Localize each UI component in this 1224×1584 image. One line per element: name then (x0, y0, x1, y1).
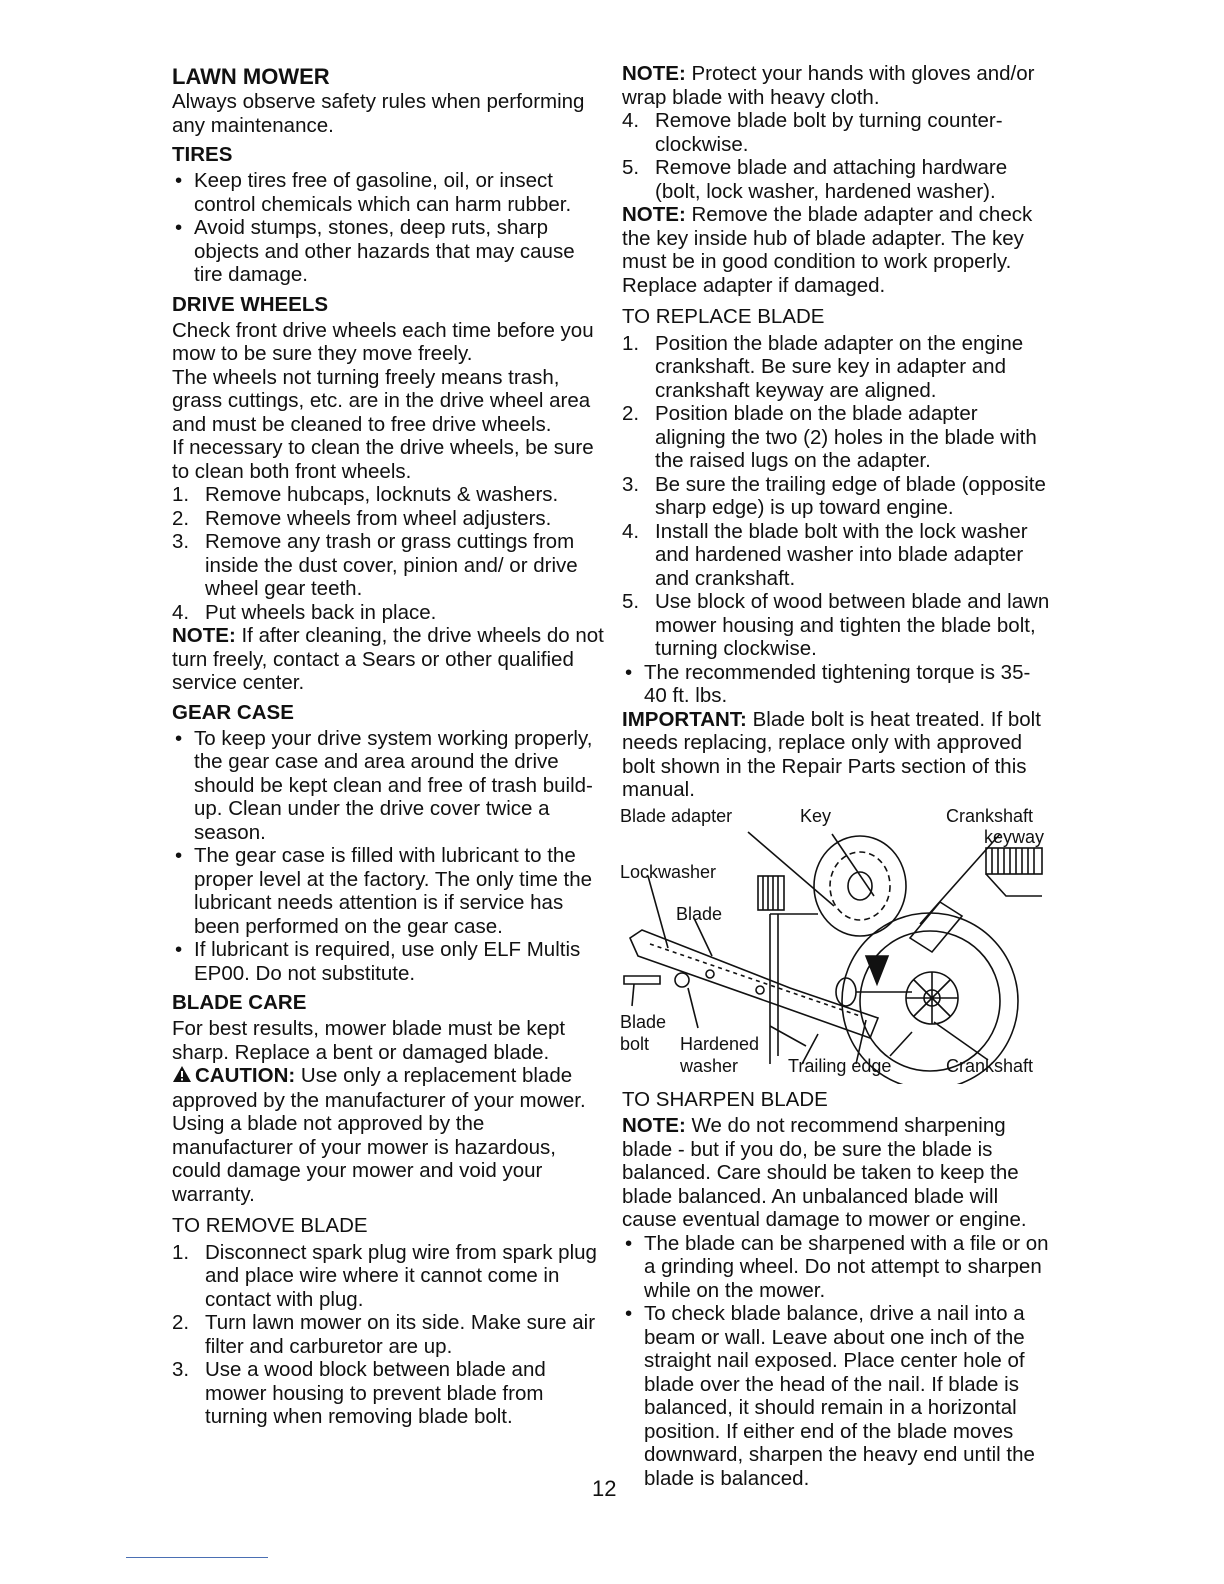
intro-text: Always observe safety rules when performing any maintenance. (172, 90, 585, 137)
label-key: Key (800, 805, 832, 826)
drive-wheels-note: NOTE: If after cleaning, the drive wheels do not turn freely, contact a Sears or other qualified service center. (172, 624, 604, 694)
list-item: • The recommended tightening torque is 35-40 ft. lbs. (622, 661, 1050, 708)
list-item: • The blade can be sharpened with a file or on a grinding wheel. Do not attempt to sharpen while on the mower. (622, 1232, 1050, 1303)
heading-blade-care: BLADE CARE (172, 991, 307, 1014)
label-crankshaft-keyway-1: Crankshaft (946, 805, 1034, 826)
note-sharpen: NOTE: We do not recommend sharpening blade - but if you do, be sure the blade is balanced. Care should be taken to keep the blade balanced. An unbalanced blade will cause eventual damage to mower or engine. (622, 1114, 1027, 1231)
list-item: 1. Remove hubcaps, locknuts & washers. (172, 483, 559, 506)
drive-wheels-p3: If necessary to clean the drive wheels, be sure to clean both front wheels. (172, 436, 594, 483)
label-blade-bolt-2: bolt (620, 1033, 650, 1054)
list-item: 5. Remove blade and attaching hardware (bolt, lock washer, hardened washer). (622, 156, 1008, 203)
drive-wheels-p2: The wheels not turning freely means trash, grass cuttings, etc. are in the drive wheel area and must be cleaned to free drive wheels. (172, 365, 591, 436)
label-crankshaft: Crankshaft (946, 1055, 1034, 1076)
list-item: 3. Use a wood block between blade and mower housing to prevent blade from turning when removing blade bolt. (172, 1358, 546, 1428)
footer-divider (126, 1557, 268, 1558)
label-lockwasher: Lockwasher (620, 861, 717, 882)
label-trailing-edge: Trailing edge (788, 1055, 892, 1076)
right-column (622, 62, 1050, 1490)
label-hardened-washer-1: Hardened (680, 1033, 760, 1054)
label-blade-adapter: Blade adapter (620, 805, 733, 826)
torque-list (622, 661, 1050, 708)
left-column (172, 62, 604, 1429)
remove-blade-steps-cont (622, 109, 1050, 203)
note-gloves: NOTE: Protect your hands with gloves and/or wrap blade with heavy cloth. (622, 62, 1035, 109)
label-blade: Blade (676, 903, 723, 924)
list-item: • If lubricant is required, use only ELF Multis EP00. Do not substitute. (172, 938, 604, 985)
important-text: IMPORTANT: Blade bolt is heat treated. If bolt needs replacing, replace only with approved bolt shown in the Repair Parts section of this manual. (622, 707, 1041, 801)
list-item: 5. Use block of wood between blade and lawn mower housing and tighten the blade bolt, turning clockwise. (622, 590, 1050, 660)
list-item: 3. Remove any trash or grass cuttings from inside the dust cover, pinion and/ or drive wheel gear teeth. (172, 530, 578, 600)
list-item: • To keep your drive system working properly, the gear case and area around the drive should be kept clean and free of trash build-up. Clean under the drive cover twice a season. (172, 727, 604, 845)
list-item: • Keep tires free of gasoline, oil, or insect control chemicals which can harm rubber. (172, 169, 604, 216)
list-item: • Avoid stumps, stones, deep ruts, sharp objects and other hazards that may cause tire damage. (172, 216, 604, 287)
list-item: 4. Remove blade bolt by turning counter-clockwise. (622, 109, 1003, 156)
page-number: 12 (592, 1476, 617, 1501)
list-item: 2. Position blade on the blade adapter aligning the two (2) holes in the blade with the raised lugs on the adapter. (622, 402, 1037, 472)
heading-remove-blade: TO REMOVE BLADE (172, 1214, 368, 1237)
blade-assembly-diagram (620, 806, 1050, 1084)
gear-case-list (172, 727, 604, 986)
tires-list (172, 169, 604, 287)
label-blade-bolt-1: Blade (620, 1011, 667, 1032)
heading-sharpen-blade: TO SHARPEN BLADE (622, 1087, 828, 1111)
label-hardened-washer-2: washer (680, 1055, 739, 1076)
heading-tires: TIRES (172, 143, 233, 166)
list-item: • The gear case is filled with lubricant to the proper level at the factory. The only time the lubricant needs attention is if service has been performed on the gear case. (172, 844, 604, 938)
list-item: 2. Turn lawn mower on its side. Make sure air filter and carburetor are up. (172, 1311, 596, 1358)
note-blade-adapter: NOTE: Remove the blade adapter and check the key inside hub of blade adapter. The key must be in good condition to work properly. Replace adapter if damaged. (622, 203, 1033, 297)
replace-blade-steps (622, 332, 1050, 661)
sharpen-list (622, 1232, 1050, 1491)
section-title-lawn-mower: LAWN MOWER (172, 64, 330, 89)
drive-wheels-p1: Check front drive wheels each time before you mow to be sure they move freely. (172, 318, 594, 365)
heading-drive-wheels: DRIVE WHEELS (172, 292, 329, 316)
drive-wheels-steps (172, 483, 604, 624)
list-item: 3. Be sure the trailing edge of blade (opposite sharp edge) is up toward engine. (622, 472, 1046, 519)
remove-blade-steps (172, 1241, 604, 1429)
list-item: 4. Put wheels back in place. (172, 600, 437, 624)
list-item: 1. Disconnect spark plug wire from spark plug and place wire where it cannot come in contact with plug. (172, 1240, 597, 1311)
warning-triangle-icon (172, 1065, 192, 1089)
list-item: 2. Remove wheels from wheel adjusters. (172, 506, 552, 530)
list-item: • To check blade balance, drive a nail into a beam or wall. Leave about one inch of the straight nail exposed. Place center hole of blade over the head of the nail. If blade is balanced, it should remain in a horizontal position. If either end of the blade moves downward, sharpen the heavy end until the blade is balanced. (622, 1302, 1050, 1490)
label-crankshaft-keyway-2: keyway (984, 826, 1045, 847)
heading-gear-case: GEAR CASE (172, 700, 294, 724)
caution-text: CAUTION: Use only a replacement blade approved by the manufacturer of your mower. Using a blade not approved by the manufacturer of your mower is hazardous, could damage your mower and void your warranty. (172, 1064, 586, 1206)
blade-care-p1: For best results, mower blade must be kept sharp. Replace a bent or damaged blade. (172, 1017, 566, 1064)
list-item: 1. Position the blade adapter on the engine crankshaft. Be sure key in adapter and crankshaft keyway are aligned. (622, 331, 1024, 402)
list-item: 4. Install the blade bolt with the lock washer and hardened washer into blade adapter and crankshaft. (622, 519, 1028, 590)
heading-replace-blade: TO REPLACE BLADE (622, 305, 825, 328)
